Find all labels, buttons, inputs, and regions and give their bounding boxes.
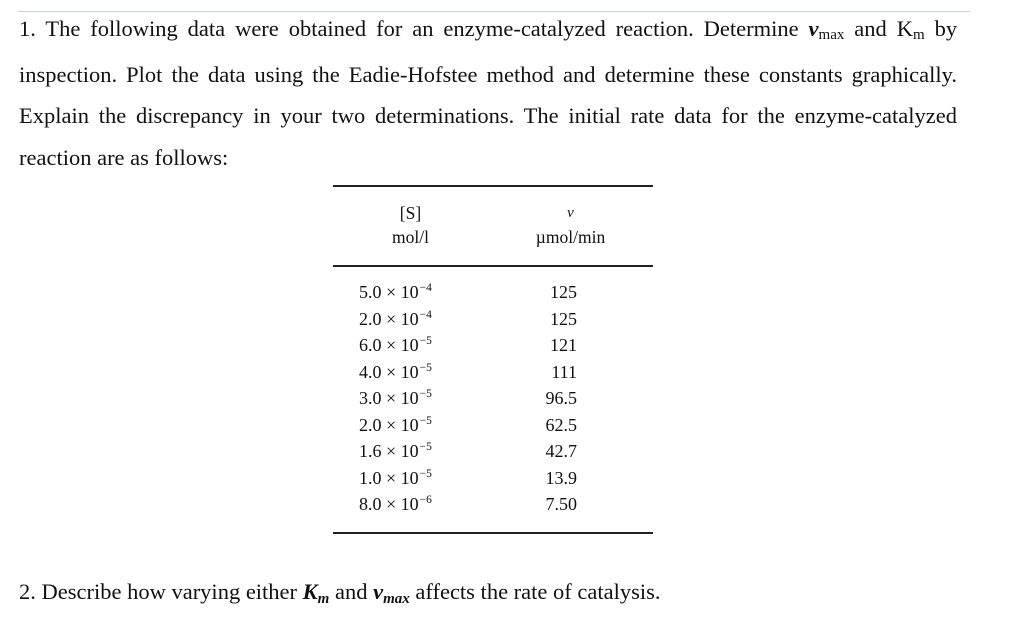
table-row [333, 359, 653, 386]
substrate-cell: $5.0 \times 10^{-4}$ [359, 282, 432, 302]
question-1: 1. The following data were obtained for an enzyme-catalyzed reaction. Determine vmax and Km by inspection. Plot the data using the Eadie-Hofstee method and determine these constants graphically. Explain the discrepancy in your two determinations. The initial rate data for the enzyme-catalyzed reaction are as follows: [19, 16, 958, 170]
table-row [333, 491, 653, 518]
table-header [333, 187, 653, 265]
question-2-number: 2. [19, 579, 36, 604]
km-symbol-q2: Km [302, 579, 330, 607]
question-1-body: by inspection. Plot the data using the Eadie-Hofstee method and determine these constants graphically. Explain the discrepancy in your two determinations. The initial rate data for the enzyme-catalyzed reaction are as follows: [19, 16, 958, 170]
rate-column-header [488, 187, 653, 265]
substrate-cell: $2.0 \times 10^{-4}$ [359, 308, 432, 329]
rate-cell: 96.5 [545, 388, 577, 408]
substrate-cell: $4.0 \times 10^{-5}$ [359, 361, 432, 382]
substrate-unit: mol/l [392, 227, 429, 247]
rate-cell: 13.9 [545, 467, 577, 488]
substrate-column-header [333, 187, 488, 265]
vmax-symbol-q2: vmax [373, 579, 410, 607]
substrate-cell: $1.0 \times 10^{-5}$ [359, 467, 432, 488]
table-body [333, 267, 653, 532]
rate-cell: 111 [551, 361, 577, 382]
table-row [333, 465, 653, 492]
table-row [333, 412, 653, 439]
question-2: 2. Describe how varying either Km and vmax affects the rate of catalysis. [19, 579, 661, 607]
rate-cell: 7.50 [545, 494, 577, 514]
substrate-cell: $1.6 \times 10^{-5}$ [359, 441, 432, 461]
substrate-symbol: [S] [399, 203, 422, 223]
substrate-cell: $2.0 \times 10^{-5}$ [359, 414, 432, 435]
rate-data-table [333, 185, 653, 534]
table-bottom-rule [333, 532, 653, 534]
rate-cell: 121 [550, 335, 577, 355]
rate-unit: µmol/min [535, 227, 606, 247]
km-symbol: Km [896, 16, 925, 43]
substrate-cell: $8.0 \times 10^{-6}$ [359, 494, 432, 514]
substrate-cell: $6.0 \times 10^{-5}$ [359, 335, 432, 355]
rate-cell: 62.5 [545, 414, 577, 435]
question-1-number: 1. [19, 16, 36, 41]
table-row [333, 279, 653, 306]
table-row [333, 332, 653, 359]
table-row [333, 306, 653, 333]
rate-symbol: v [567, 205, 574, 221]
table-row [333, 385, 653, 412]
vmax-symbol: vmax [808, 16, 845, 43]
rate-cell: 42.7 [545, 441, 577, 461]
rate-cell: 125 [550, 282, 577, 302]
substrate-cell: $3.0 \times 10^{-5}$ [359, 388, 432, 408]
question-1-intro: The following data were obtained for an enzyme-catalyzed reaction. Determine [45, 16, 799, 41]
table-row [333, 438, 653, 465]
rate-cell: 125 [550, 308, 577, 329]
